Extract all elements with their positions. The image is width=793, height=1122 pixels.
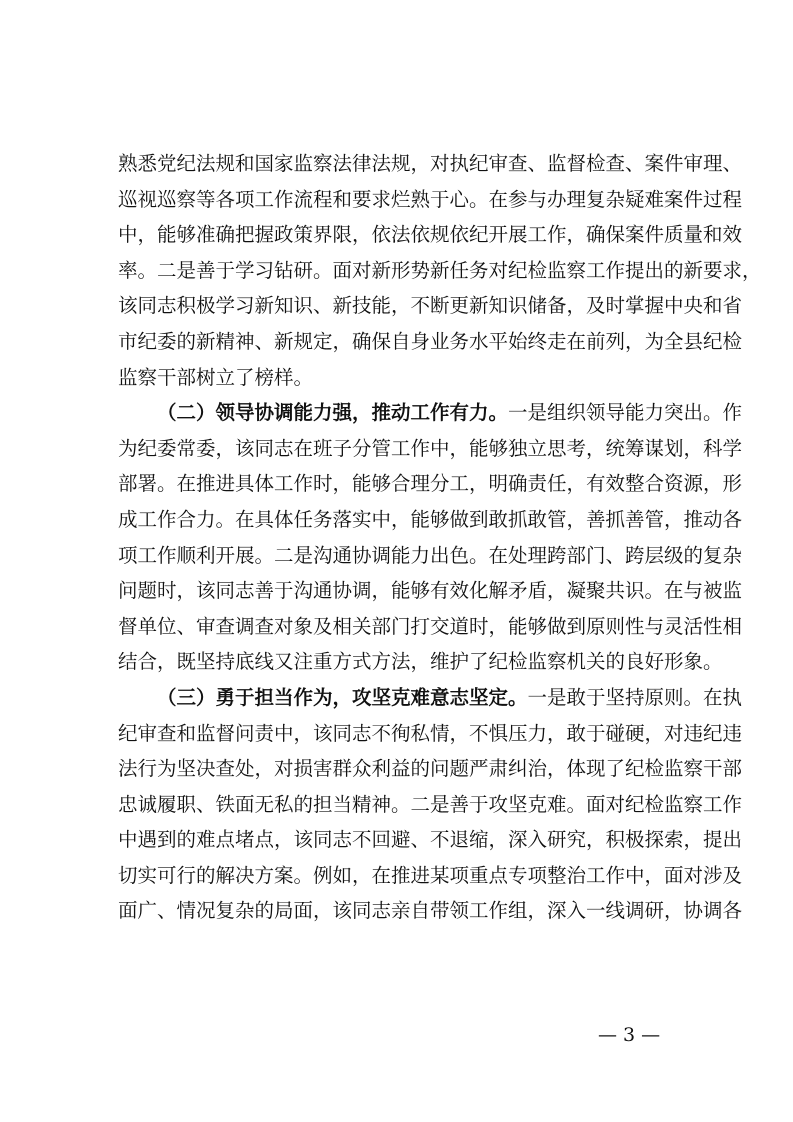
text-line: 为纪委常委，该同志在班子分管工作中，能够独立思考，统筹谋划，科学 bbox=[118, 436, 743, 460]
page-number: — 3 — bbox=[598, 1024, 661, 1046]
text-line: 项工作顺利开展。二是沟通协调能力出色。在处理跨部门、跨层级的复杂 bbox=[118, 543, 743, 567]
text-line: 熟悉党纪法规和国家监察法律法规，对执纪审查、监督检查、案件审理、 bbox=[118, 152, 743, 175]
text-line: 中遇到的难点堵点，该同志不回避、不退缩，深入研究，积极探索，提出 bbox=[118, 828, 743, 852]
paragraph-first-line bbox=[118, 395, 743, 431]
text-line: 结合，既坚持底线又注重方式方法，维护了纪检监察机关的良好形象。 bbox=[118, 650, 723, 674]
section-heading: （二）领导协调能力强，推动工作有力。 bbox=[157, 401, 509, 425]
text-line: 忠诚履职、铁面无私的担当精神。二是善于攻坚克难。面对纪检监察工作 bbox=[118, 792, 743, 816]
text-line: 切实可行的解决方案。例如，在推进某项重点专项整治工作中，面对涉及 bbox=[118, 863, 743, 887]
text-run: 一是组织领导能力突出。作 bbox=[508, 401, 743, 425]
text-line: 面广、情况复杂的局面，该同志亲自带领工作组，深入一线调研，协调各 bbox=[118, 899, 743, 923]
text-line: 纪审查和监督问责中，该同志不徇私情，不惧压力，敢于碰硬，对违纪违 bbox=[118, 721, 743, 745]
text-line: 成工作合力。在具体任务落实中，能够做到敢抓敢管，善抓善管，推动各 bbox=[118, 507, 743, 531]
text-line: 中，能够准确把握政策界限，依法依规依纪开展工作，确保案件质量和效 bbox=[118, 223, 743, 247]
paragraph-2 bbox=[118, 395, 743, 680]
body-text bbox=[118, 146, 762, 929]
text-line: 监察干部树立了榜样。 bbox=[118, 365, 314, 389]
text-line: 部署。在推进具体工作时，能够合理分工，明确责任，有效整合资源，形 bbox=[118, 472, 743, 496]
paragraph-3 bbox=[118, 680, 743, 929]
paragraph-1 bbox=[118, 146, 762, 395]
text-run: 一是敢于坚持原则。在执 bbox=[527, 685, 743, 709]
text-line: 该同志积极学习新知识、新技能，不断更新知识储备，及时掌握中央和省 bbox=[118, 294, 743, 318]
text-line: 督单位、审查调查对象及相关部门打交道时，能够做到原则性与灵活性相 bbox=[118, 614, 743, 638]
text-line: 巡视巡察等各项工作流程和要求烂熟于心。在参与办理复杂疑难案件过程 bbox=[118, 187, 743, 211]
text-line: 市纪委的新精神、新规定，确保自身业务水平始终走在前列，为全县纪检 bbox=[118, 329, 743, 353]
text-line: 法行为坚决查处，对损害群众利益的问题严肃纠治，体现了纪检监察干部 bbox=[118, 757, 743, 781]
text-line: 问题时，该同志善于沟通协调，能够有效化解矛盾，凝聚共识。在与被监 bbox=[118, 579, 743, 603]
paragraph-first-line bbox=[118, 680, 743, 716]
text-line: 率。二是善于学习钻研。面对新形势新任务对纪检监察工作提出的新要求， bbox=[118, 258, 762, 282]
section-heading: （三）勇于担当作为，攻坚克难意志坚定。 bbox=[157, 685, 528, 709]
